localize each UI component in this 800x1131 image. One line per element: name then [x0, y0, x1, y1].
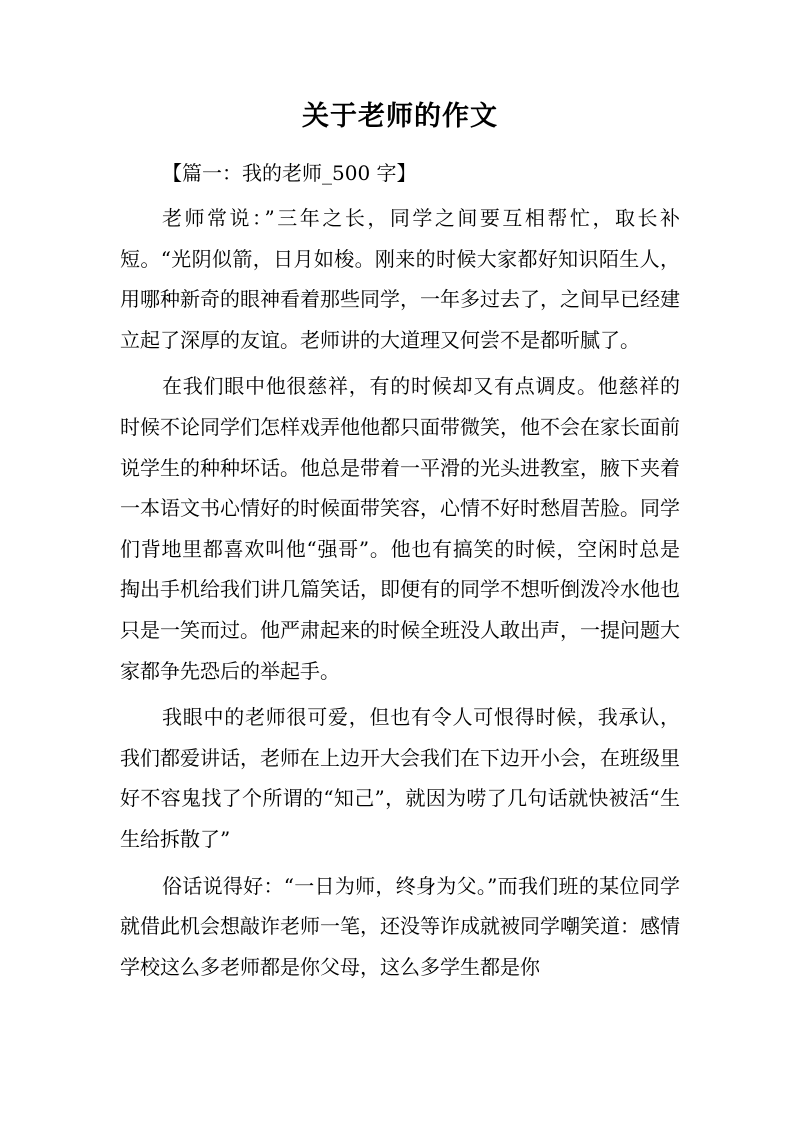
paragraph-4: 俗话说得好：“一日为师，终身为父。”而我们班的某位同学就借此机会想敲诈老师一笔，还没等诈成就被同学嘲笑道：感情学校这么多老师都是你父母，这么多学生都是你	[120, 873, 680, 979]
document-title: 关于老师的作文	[302, 101, 498, 132]
section-heading: 【篇一：我的老师_500 字】	[162, 161, 417, 185]
paragraph-1: 老师常说：”三年之长，同学之间要互相帮忙，取长补短。“光阴似箭，日月如梭。刚来的时候大家都好知识陌生人，用哪种新奇的眼神看着那些同学，一年多过去了，之间早已经建立起了深厚的友谊。老师讲的大道理又何尝不是都听腻了。	[120, 206, 680, 352]
paragraph-3: 我眼中的老师很可爱，但也有令人可恨得时候，我承认，我们都爱讲话，老师在上边开大会我们在下边开小会，在班级里好不容鬼找了个所谓的“知己”，就因为唠了几句话就快被活“生生给拆散了”	[120, 705, 680, 851]
paragraph-2: 在我们眼中他很慈祥，有的时候却又有点调皮。他慈祥的时候不论同学们怎样戏弄他他都只面带微笑，他不会在家长面前说学生的种种坏话。他总是带着一平滑的光头进教室，腋下夹着一本语文书心情好的时候面带笑容，心情不好时愁眉苦脸。同学们背地里都喜欢叫他“强哥”。他也有搞笑的时候，空闲时总是掏出手机给我们讲几篇笑话，即便有的同学不想听倒泼冷水他也只是一笑而过。他严肃起来的时候全班没人敢出声，一提问题大家都争先恐后的举起手。	[120, 374, 680, 683]
document-body	[120, 198, 680, 993]
